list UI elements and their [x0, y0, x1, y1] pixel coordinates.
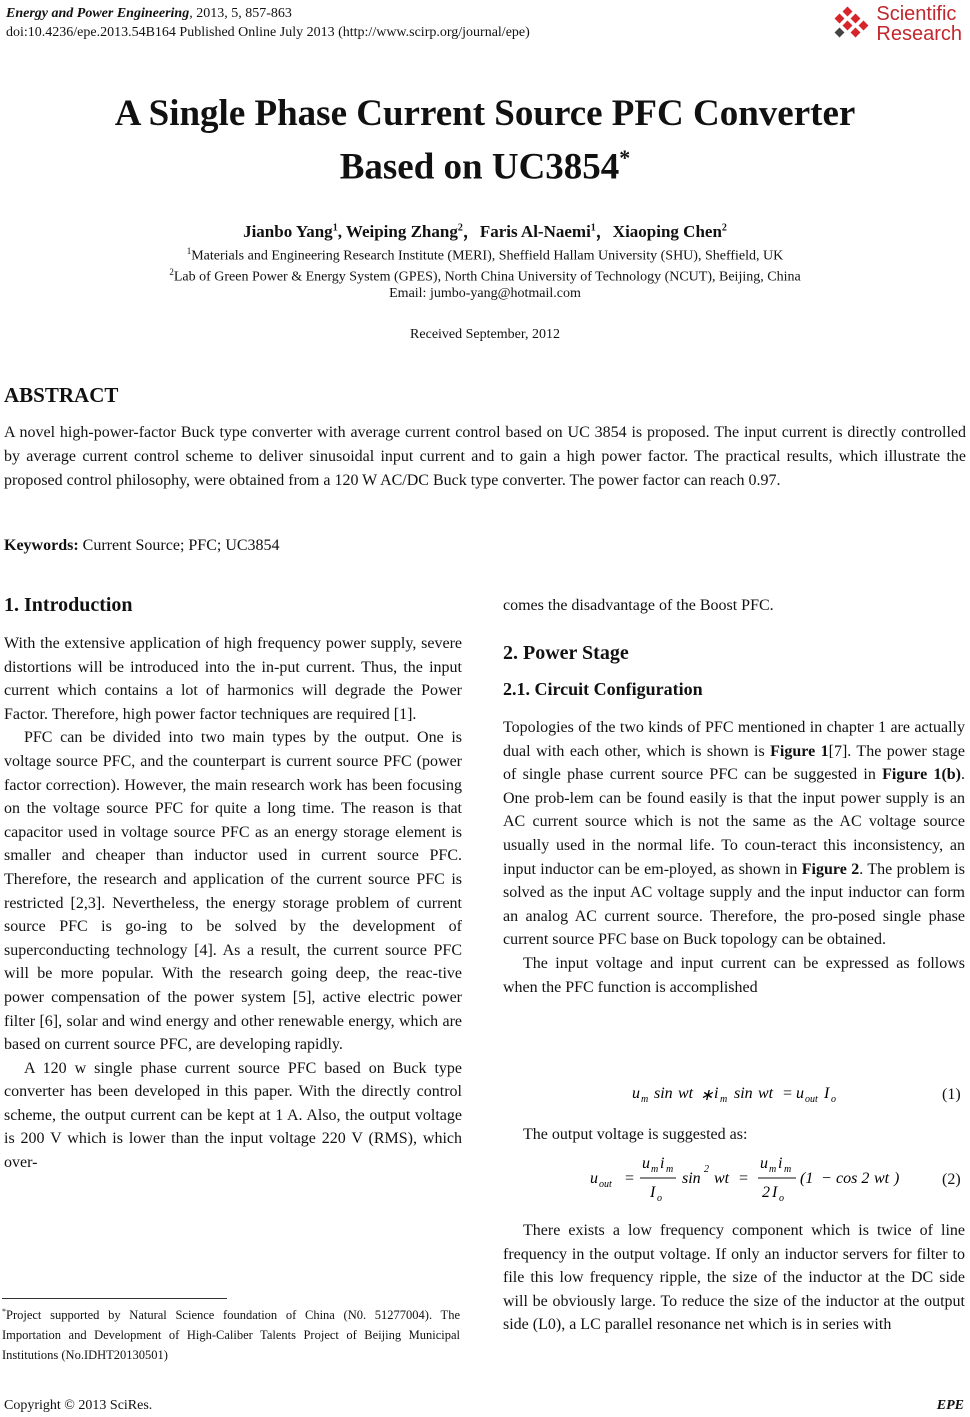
right-column-line [523, 1123, 963, 1147]
paragraph: The input voltage and input current can be expressed as follows when the PFC function is accomplished [503, 954, 965, 996]
equation-1-number: (1) [942, 1086, 961, 1103]
paragraph: PFC can be divided into two main types by the output. One is voltage source PFC, and the counterpart is current source PFC (power factor correction). However, the main research work has been focusing on the voltage source PFC for quite a long time. The reason is that capacitor used in voltage source PFC as an energy storage element is smaller and cheaper than inductor used in current source PFC. Therefore, the research and application of the current source PFC is restricted [2,3]. Nevertheless, the energy storage problem of current source PFC is go-ing to be solved by the development of superconducting technology [4]. As a result, the current source PFC will be more popular. With the research going deep, the reac-tive power compensation of the power system [5], active electric power filter [6], solar and wind energy and other renewable energy, which are based on current source PFC, are developing rapidly. [4, 729, 462, 1054]
eq-subscript: out [599, 1179, 612, 1190]
copyright: Copyright © 2013 SciRes. [4, 1398, 153, 1413]
eq-symbol: wt [678, 1085, 694, 1102]
author: ，Faris Al-Naemi [462, 222, 591, 241]
eq-symbol: u [760, 1155, 768, 1172]
author-affil-mark: 1 [590, 222, 596, 234]
paragraph: There exists a low frequency component which is twice of line frequency in the output voltage. If only an inductor servers for filter to file this low frequency ripple, the size of the inductor at the DC side will be obviously large. To reduce the size of the inductor at the output side (L0), a LC parallel resonance net which is in series with [503, 1222, 965, 1334]
paragraph: With the extensive application of high frequency power supply, severe distortions will be introduced into the in-put current. Thus, the input current which contains a lot of harmonics will degrade the Power Factor. Therefore, high power factor techniques are required [1]. [4, 635, 462, 723]
eq-symbol: I [772, 1184, 778, 1201]
figure-ref: Figure 2 [801, 860, 860, 878]
right-column-continuation [503, 594, 965, 618]
text: Topologies of the two kinds of PFC mentioned in chapter 1 are actually dual with each other, which is shown is [503, 719, 965, 760]
footnote [2, 1302, 460, 1365]
footnote-text: Project supported by Natural Science foundation of China (N0. 51277004). The Importation and Development of High-Caliber Talents Project of Beijing Municipal Institutions (No.IDHT20130501) [2, 1308, 460, 1363]
eq-subscript: o [831, 1094, 836, 1105]
logo-line2: Research [876, 23, 962, 45]
eq-symbol: wt [758, 1085, 774, 1102]
section-heading-power-stage: 2. Power Stage [503, 642, 629, 664]
eq-subscript: out [805, 1094, 818, 1105]
equation-2-number: (2) [942, 1171, 961, 1188]
eq-symbol: u [632, 1085, 640, 1102]
abstract-text: A novel high-power-factor Buck type converter with average current control based on UC 3854 is proposed. The input current is directly controlled by average current control scheme to deliver sinusoidal input current and to gain a high power factor. The practical results, which illustrate the proposed control philosophy, were obtained from a 120 W AC/DC Buck type converter. The power factor can reach 0.97. [4, 424, 966, 489]
eq-term: (1 [800, 1170, 814, 1187]
abstract-heading: ABSTRACT [4, 383, 119, 407]
title-footnote-mark: * [619, 145, 631, 170]
eq-symbol: I [650, 1184, 656, 1201]
logo-text [876, 4, 962, 44]
author-affil-mark: 1 [332, 222, 338, 234]
eq-symbol: u [642, 1155, 650, 1172]
affil-text: Materials and Engineering Research Institute (MERI), Sheffield Hallam University (SHU), Sheffield, UK [191, 248, 784, 264]
journal-volume-pages: , 2013, 5, 857-863 [189, 6, 292, 21]
eq-number: 2 [762, 1184, 770, 1201]
text: . One prob-lem can be found easily is that the input power supply is an AC current source which is not the same as the AC voltage source usually used in the normal life. To coun-teract this inconsistency, an input inductor can be em-ployed, as shown in [503, 766, 966, 878]
eq-func: sin [654, 1085, 673, 1102]
journal-name: Energy and Power Engineering [6, 6, 190, 21]
author: Jianbo Yang [243, 222, 333, 241]
eq-symbol: wt [874, 1170, 890, 1187]
affil-mark: 1 [186, 246, 192, 256]
figure-ref: Figure 1(b) [882, 766, 962, 784]
eq-operator: = [624, 1170, 635, 1187]
equation-2 [588, 1150, 918, 1210]
affil-text: Lab of Green Power & Energy System (GPES), North China University of Technology (NCUT), Beijing, China [173, 269, 801, 285]
author: ，Xiaoping Chen [595, 222, 722, 241]
eq-subscript: m [666, 1164, 674, 1175]
eq-subscript: o [657, 1193, 662, 1204]
eq-subscript: o [779, 1193, 784, 1204]
journal-citation [6, 4, 530, 23]
eq-symbol: i [714, 1085, 719, 1102]
logo-line1: Scientific [876, 3, 957, 25]
title-line2-wrap [0, 136, 970, 189]
scientific-research-logo [830, 4, 962, 44]
eq-subscript: m [651, 1164, 659, 1175]
journal-abbr: EPE [936, 1398, 964, 1413]
eq-symbol: u [796, 1085, 804, 1102]
subsection-heading-circuit-configuration: 2.1. Circuit Configuration [503, 679, 703, 699]
section-heading-introduction: 1. Introduction [4, 594, 133, 616]
eq-symbol: wt [714, 1170, 730, 1187]
eq-symbol: i [660, 1155, 665, 1172]
eq-subscript: m [769, 1164, 777, 1175]
eq-operator: − [821, 1170, 832, 1187]
journal-header [6, 4, 530, 42]
affiliation-2 [0, 263, 970, 287]
eq-exponent: 2 [704, 1164, 709, 1175]
eq-operator: = [738, 1170, 749, 1187]
eq-subscript: m [720, 1094, 728, 1105]
keywords-text: Current Source; PFC; UC3854 [78, 537, 280, 554]
author-email: Email: jumbo-yang@hotmail.com [389, 286, 581, 301]
paper-title [0, 92, 970, 189]
author-affil-mark: 2 [721, 222, 727, 234]
text: [7]. The power stage of single phase current source PFC can be suggested in [503, 742, 966, 784]
title-line1: A Single Phase Current Source PFC Converter [114, 93, 856, 134]
eq-operator: = [782, 1085, 793, 1102]
eq-operator: ∗ [700, 1087, 714, 1104]
eq-subscript: m [641, 1094, 649, 1105]
text: . The problem is solved as the input AC voltage supply and the input inductor can form an analog AC current source. Therefore, the pro-posed single phase current source PFC base on Buck topology can be obtained. [503, 860, 966, 949]
eq-func: sin [734, 1085, 753, 1102]
author: , Weiping Zhang [337, 222, 458, 241]
paragraph: A 120 w single phase current source PFC based on Buck type converter has been developed in this paper. With the directly control scheme, the output current can be kept at 1 A. Also, the output voltage is 200 V which is lower than the input voltage 220 V (RMS), which over- [4, 1059, 462, 1172]
author-list [0, 217, 970, 242]
equation-1 [630, 1078, 870, 1108]
figure-ref: Figure 1 [770, 742, 829, 760]
right-column-body [503, 716, 965, 999]
eq-term: ) [894, 1170, 900, 1187]
paragraph: The output voltage is suggested as: [523, 1126, 748, 1143]
eq-func: sin [682, 1170, 701, 1187]
eq-subscript: m [784, 1164, 792, 1175]
title-line2: Based on UC3854 [339, 146, 620, 188]
doi-line: doi:10.4236/epe.2013.54B164 Published Online July 2013 (http://www.scirp.org/journal/epe) [6, 25, 530, 40]
right-column-tail [503, 1219, 965, 1337]
paragraph: comes the disadvantage of the Boost PFC. [503, 597, 774, 614]
left-column [4, 632, 462, 1175]
logo-diamonds-icon [830, 6, 872, 42]
eq-func: cos 2 [836, 1170, 870, 1187]
footnote-mark: * [2, 1307, 6, 1316]
author-affil-mark: 2 [457, 222, 463, 234]
paragraph [503, 716, 965, 952]
keywords [4, 537, 280, 555]
eq-symbol: u [590, 1170, 598, 1187]
eq-symbol: I [824, 1085, 830, 1102]
keywords-label: Keywords: [4, 537, 79, 554]
eq-symbol: i [778, 1155, 783, 1172]
received-date: Received September, 2012 [410, 327, 560, 342]
affil-mark: 2 [169, 267, 174, 277]
footnote-rule [2, 1298, 227, 1299]
